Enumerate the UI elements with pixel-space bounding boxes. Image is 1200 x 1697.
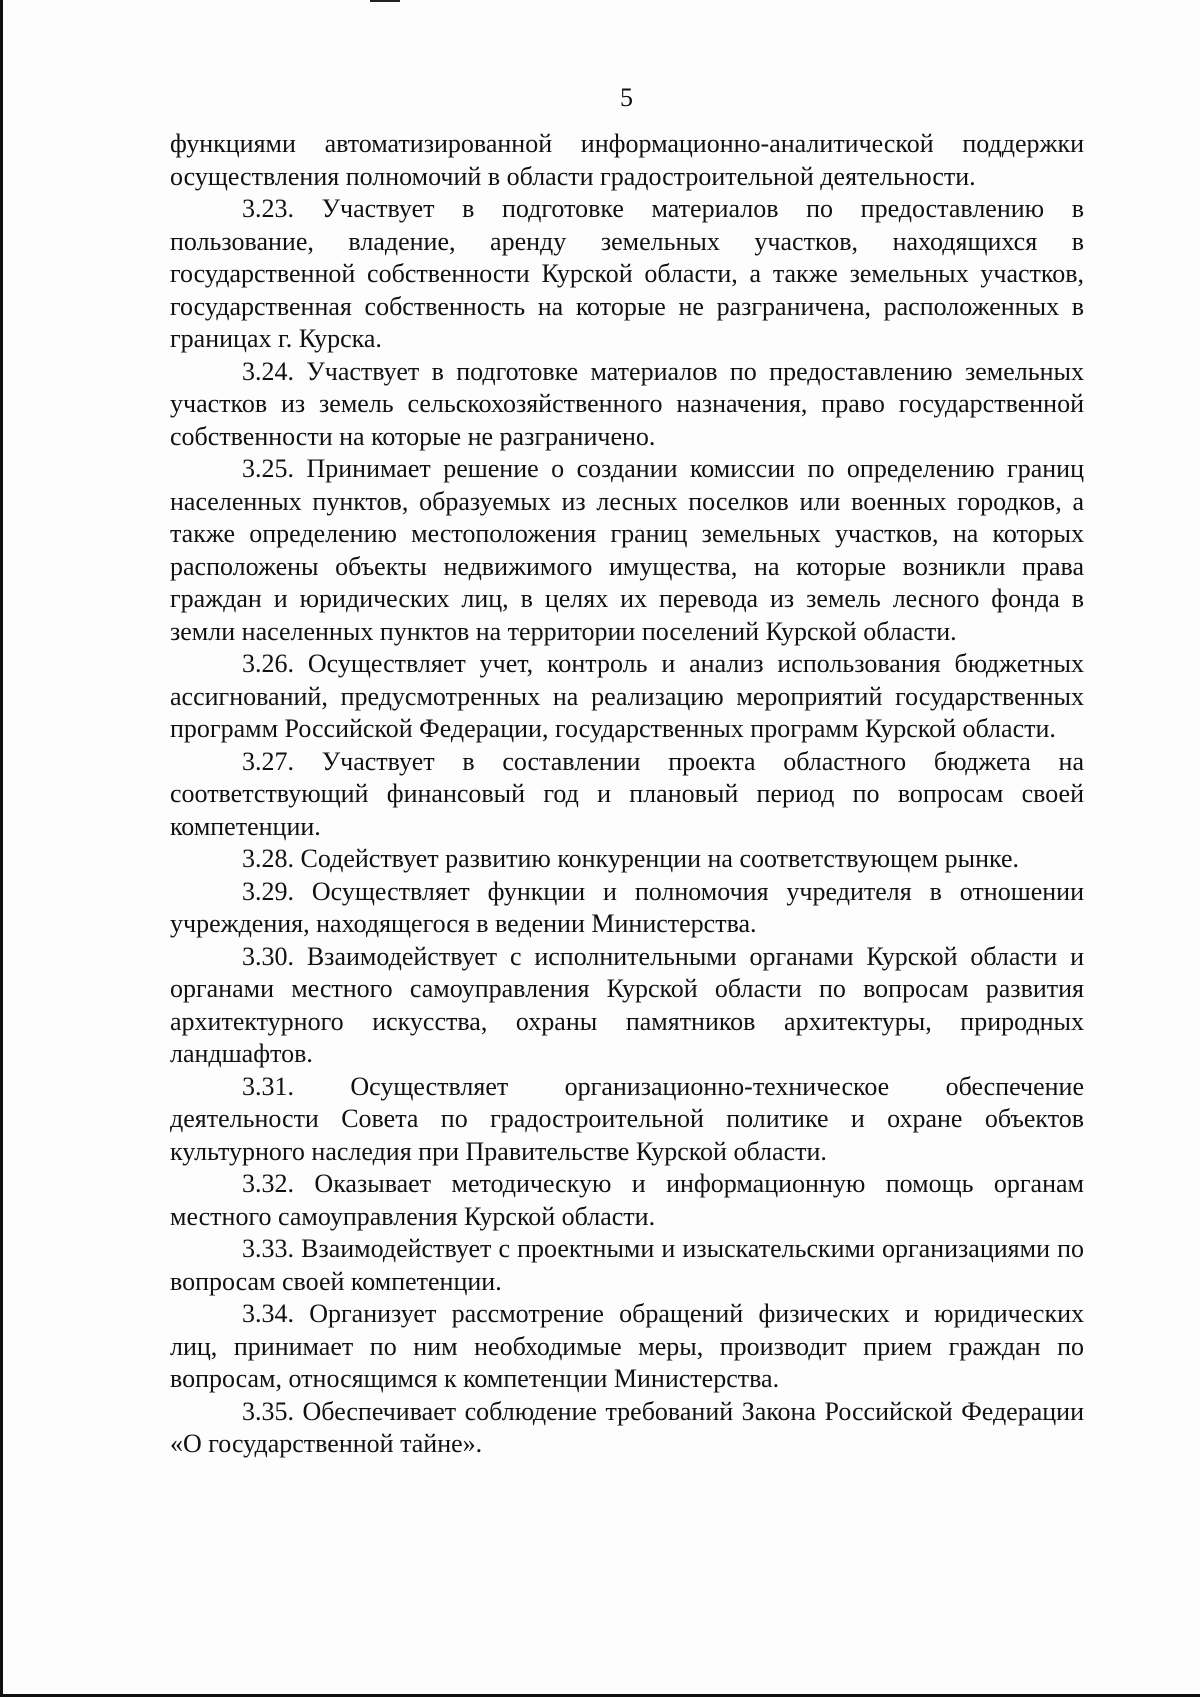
paragraph-3-33: 3.33. Взаимодействует с проектными и изыскательскими организациями по вопросам своей компетенции. bbox=[170, 1234, 1084, 1296]
paragraph-3-26: 3.26. Осуществляет учет, контроль и анализ использования бюджетных ассигнований, предусмотренных на реализацию мероприятий государственных программ Российской Федерации, государственных программ Курской области. bbox=[170, 649, 1084, 743]
document-body bbox=[170, 128, 1084, 1461]
paragraph-3-35: 3.35. Обеспечивает соблюдение требований Закона Российской Федерации «О государственной тайне». bbox=[170, 1396, 1084, 1458]
paragraph-3-29: 3.29. Осуществляет функции и полномочия учредителя в отношении учреждения, находящегося в ведении Министерства. bbox=[170, 876, 1084, 938]
paragraph-3-24: 3.24. Участвует в подготовке материалов по предоставлению земельных участков из земель сельскохозяйственного назначения, право государственной собственности на которые не разграничено. bbox=[170, 356, 1084, 451]
paragraph-3-27: 3.27. Участвует в составлении проекта областного бюджета на соответствующий финансовый год и плановый период по вопросам своей компетенции. bbox=[170, 746, 1084, 841]
scan-top-mark bbox=[370, 0, 400, 2]
paragraph-3-25: 3.25. Принимает решение о создании комиссии по определению границ населенных пунктов, образуемых из лесных поселков или военных городков, а также определению местоположения границ земельных участков, на которых расположены объекты недвижимого имущества, на которые возникли права граждан и юридических лиц, в целях их перевода из земель лесного фонда в земли населенных пунктов на территории поселений Курской области. bbox=[170, 454, 1084, 646]
page-number: 5 bbox=[620, 83, 633, 112]
paragraph-3-28: 3.28. Содействует развитию конкуренции на соответствующем рынке. bbox=[242, 844, 1020, 873]
paragraph-3-23: 3.23. Участвует в подготовке материалов по предоставлению в пользование, владение, аренду земельных участков, находящихся в государственной собственности Курской области, а также земельных участков, государственная собственность на которые не разграничена, расположенных в границах г. Курска. bbox=[170, 194, 1084, 353]
paragraph-3-30: 3.30. Взаимодействует с исполнительными органами Курской области и органами местного самоуправления Курской области по вопросам развития архитектурного искусства, охраны памятников архитектуры, природных ландшафтов. bbox=[170, 941, 1084, 1068]
paragraph-3-32: 3.32. Оказывает методическую и информационную помощь органам местного самоуправления Курской области. bbox=[170, 1169, 1084, 1231]
paragraph-3-31: 3.31. Осуществляет организационно-техническое обеспечение деятельности Совета по градостроительной политике и охране объектов культурного наследия при Правительстве Курской области. bbox=[170, 1071, 1084, 1166]
paragraph-continuation: функциями автоматизированной информационно-аналитической поддержки осуществления полномочий в области градостроительной деятельности. bbox=[170, 129, 1084, 191]
scan-edge-left bbox=[0, 0, 3, 1697]
paragraph-3-34: 3.34. Организует рассмотрение обращений физических и юридических лиц, принимает по ним необходимые меры, производит прием граждан по вопросам, относящимся к компетенции Министерства. bbox=[170, 1299, 1084, 1393]
